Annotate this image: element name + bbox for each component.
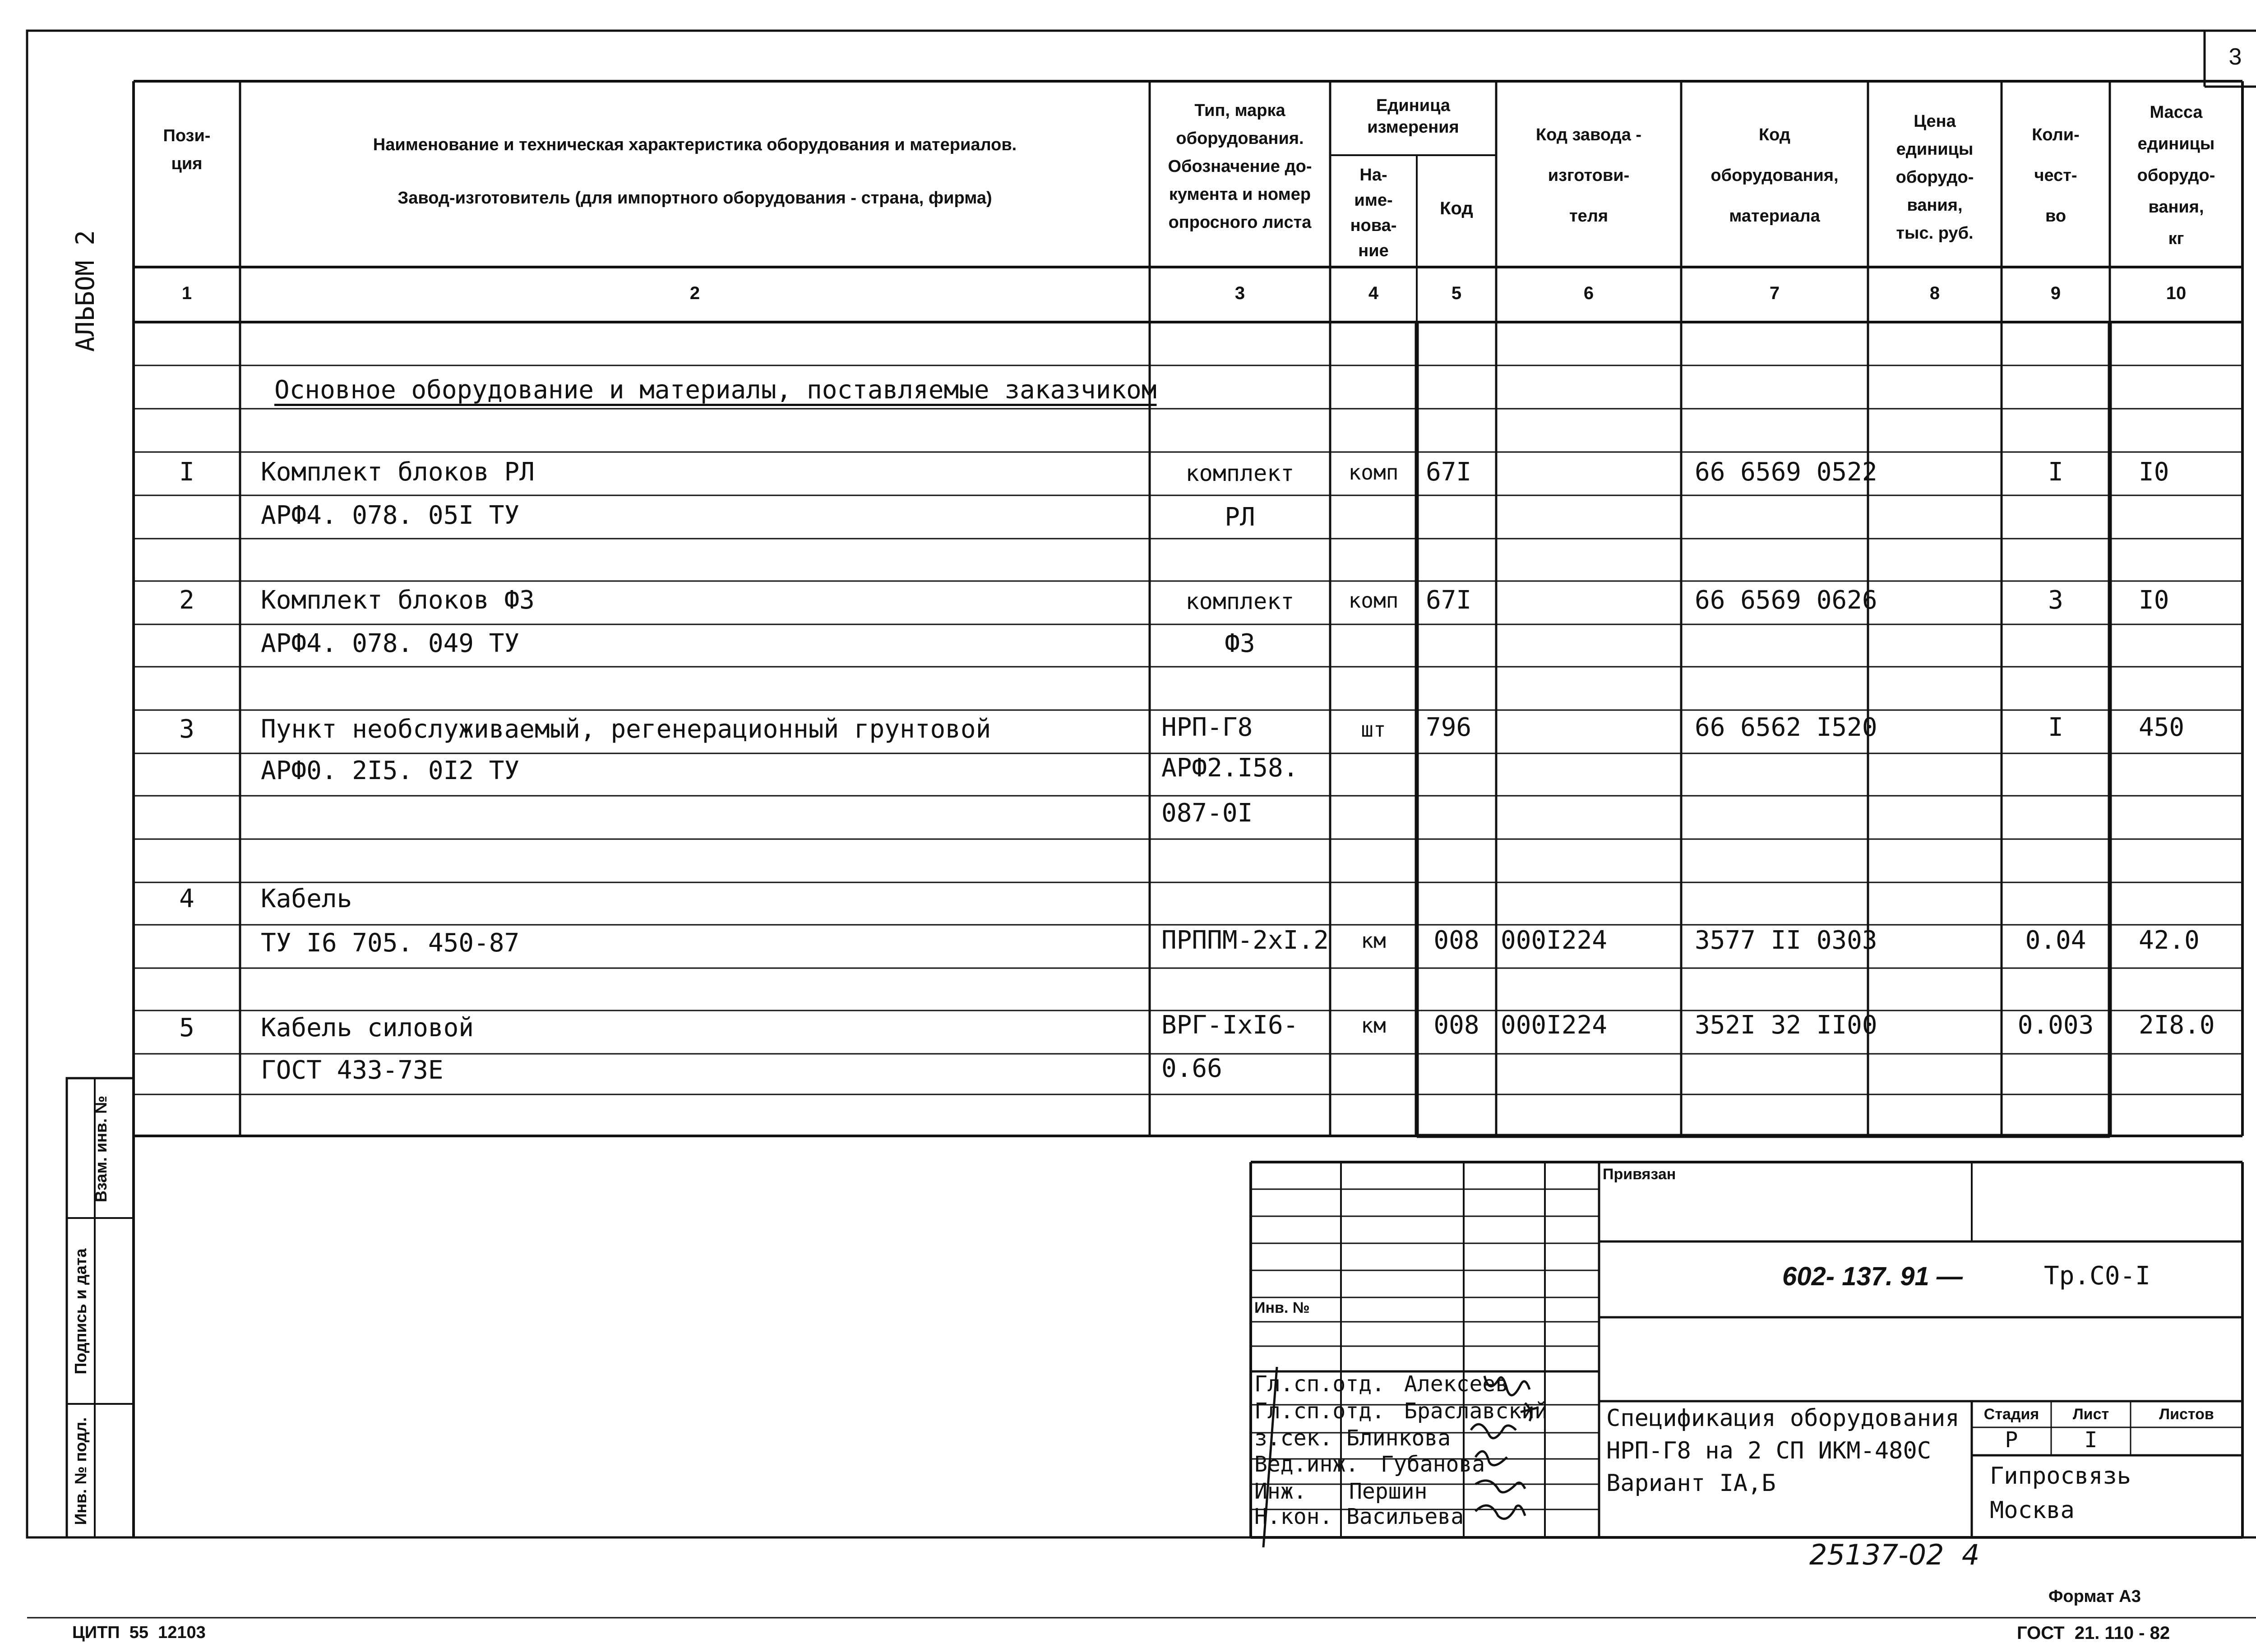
col-number: 3 bbox=[1234, 283, 1245, 303]
staff-name: Першин bbox=[1349, 1479, 1428, 1504]
staff-name: Браславский bbox=[1404, 1398, 1548, 1424]
row-unit: комп bbox=[1348, 588, 1399, 613]
row-position: 4 bbox=[179, 884, 194, 914]
row-type: РЛ bbox=[1225, 503, 1255, 532]
row-equip-code: 66 6562 I520 bbox=[1695, 713, 1877, 742]
section-title: Основное оборудование и материалы, поставляемые заказчиком bbox=[274, 375, 1157, 405]
signatures bbox=[1232, 1362, 1584, 1552]
row-mass: I0 bbox=[2139, 586, 2169, 615]
row-name: Пункт необслуживаемый, регенерационный грунтовой bbox=[261, 715, 991, 744]
header-quantity: Коли- чест- во bbox=[2032, 125, 2080, 226]
col-number: 2 bbox=[689, 283, 700, 303]
col-number: 9 bbox=[2050, 283, 2061, 303]
row-unit: комп bbox=[1348, 460, 1399, 485]
row-quantity: I bbox=[2048, 457, 2063, 487]
staff-name: Васильева bbox=[1346, 1504, 1464, 1529]
row-type: АРФ2.I58. bbox=[1161, 753, 1299, 783]
row-name: Комплект блоков РЛ bbox=[261, 457, 535, 487]
row-name: Кабель bbox=[261, 884, 352, 914]
signature-mark bbox=[1475, 1505, 1525, 1519]
row-name: АРФ0. 2I5. 0I2 ТУ bbox=[261, 756, 520, 785]
row-name: ГОСТ 433-73Е bbox=[261, 1056, 444, 1085]
header-equip-code: Код оборудования, материала bbox=[1710, 125, 1839, 226]
signature-mark bbox=[1521, 1403, 1539, 1421]
col-number: 6 bbox=[1583, 283, 1594, 303]
row-type: НРП-Г8 bbox=[1161, 713, 1253, 742]
row-type: комплект bbox=[1185, 588, 1294, 614]
header-unit-code: Код bbox=[1440, 198, 1473, 218]
col-number: 4 bbox=[1368, 283, 1379, 303]
header-name: Наименование и техническая характеристика оборудования и материалов. Завод-изготовитель (для импортного оборудования - страна, фирма) bbox=[373, 135, 1017, 208]
inv-label: Инв. № bbox=[1254, 1299, 1310, 1316]
signature-mark bbox=[1475, 1481, 1525, 1492]
row-equip-code: 352I 32 II00 bbox=[1695, 1011, 1877, 1040]
row-code: 67I bbox=[1426, 586, 1472, 615]
sheet-value: I bbox=[2084, 1427, 2098, 1453]
header-position: Пози- ция bbox=[163, 126, 211, 173]
header-factory-code: Код завода - изготови- теля bbox=[1535, 125, 1642, 226]
document-title: Спецификация оборудования НРП-Г8 на 2 СП ИКМ-480С Вариант IА,Б bbox=[1606, 1405, 1960, 1497]
row-position: I bbox=[179, 457, 194, 487]
stamp-original-inv: Инв. № подл. bbox=[71, 1417, 90, 1525]
row-quantity: 0.003 bbox=[2017, 1011, 2094, 1040]
signature-mark bbox=[1471, 1424, 1516, 1438]
row-mass: 2I8.0 bbox=[2139, 1011, 2215, 1040]
row-name: Кабель силовой bbox=[261, 1013, 474, 1043]
row-name: Комплект блоков ФЗ bbox=[261, 586, 535, 615]
staff-name: Алексеев bbox=[1404, 1371, 1509, 1397]
signature-mark bbox=[1263, 1367, 1277, 1547]
row-code: 67I bbox=[1426, 457, 1472, 487]
row-type: комплект bbox=[1185, 460, 1294, 486]
format-label: Формат А3 bbox=[2048, 1587, 2141, 1606]
stamp-signature-date: Подпись и дата bbox=[71, 1248, 90, 1375]
stamp-replaced-inv: Взам. инв. № bbox=[92, 1095, 110, 1203]
organization: Гипросвязь Москва bbox=[1990, 1463, 2131, 1524]
staff-name: Блинкова bbox=[1346, 1426, 1451, 1451]
row-code: 008 bbox=[1433, 926, 1479, 955]
staff-role: Гл.сп.отд. bbox=[1254, 1371, 1385, 1397]
row-unit: км bbox=[1361, 1013, 1386, 1038]
album-label: АЛЬБОМ 2 bbox=[71, 230, 100, 352]
row-position: 2 bbox=[179, 586, 194, 615]
row-type: ПРППМ-2хI.2 bbox=[1161, 926, 1329, 955]
col-number: 10 bbox=[2166, 283, 2187, 303]
row-mass: 450 bbox=[2139, 713, 2185, 742]
row-code: 796 bbox=[1426, 713, 1472, 742]
row-code: 008 bbox=[1433, 1011, 1479, 1040]
col-number: 7 bbox=[1769, 283, 1780, 303]
signature-mark bbox=[1484, 1376, 1530, 1395]
row-quantity: I bbox=[2048, 713, 2063, 742]
row-quantity: 3 bbox=[2048, 586, 2063, 615]
header-price: Цена единицы оборудо- вания, тыс. руб. bbox=[1895, 112, 1974, 243]
header-type: Тип, марка оборудования. Обозначение до- кумента и номер опросного листа bbox=[1168, 101, 1312, 232]
row-equip-code: 66 6569 0522 bbox=[1695, 457, 1877, 487]
row-unit: шт bbox=[1361, 717, 1386, 742]
row-position: 3 bbox=[179, 715, 194, 744]
sheet-label: Лист bbox=[2072, 1406, 2109, 1423]
staff-role: Н.кон. bbox=[1254, 1504, 1333, 1529]
row-type: 087-0I bbox=[1161, 798, 1253, 828]
row-equip-code: 3577 II 0303 bbox=[1695, 926, 1877, 955]
archive-number: 25137-02 4 bbox=[1809, 1538, 1980, 1571]
sheets-label: Листов bbox=[2159, 1406, 2214, 1423]
doc-code: Тр.С0-I bbox=[2044, 1261, 2151, 1291]
row-name: ТУ I6 705. 450-87 bbox=[261, 928, 520, 958]
staff-role: Гл.сп.отд. bbox=[1254, 1398, 1385, 1424]
staff-name: Губанова bbox=[1381, 1452, 1485, 1477]
row-name: АРФ4. 078. 049 ТУ bbox=[261, 629, 520, 658]
header-unit-name: На- име- нова- ние bbox=[1350, 166, 1397, 260]
row-equip-code: 66 6569 0626 bbox=[1695, 586, 1877, 615]
row-mass: 42.0 bbox=[2139, 926, 2200, 955]
row-type: 0.66 bbox=[1161, 1054, 1222, 1083]
row-type: ФЗ bbox=[1225, 629, 1255, 658]
row-position: 5 bbox=[179, 1013, 194, 1043]
col-number: 1 bbox=[181, 283, 192, 303]
footer-left: ЦИТП 55 12103 bbox=[72, 1623, 206, 1642]
sheet-number: 3 bbox=[2228, 44, 2242, 70]
header-mass: Масса единицы оборудо- вания, кг bbox=[2137, 103, 2215, 248]
signature-mark bbox=[1475, 1451, 1507, 1465]
stage-value: Р bbox=[2005, 1427, 2018, 1453]
col-number: 5 bbox=[1451, 283, 1462, 303]
col-number: 8 bbox=[1929, 283, 1940, 303]
stage-label: Стадия bbox=[1983, 1406, 2039, 1423]
footer-right: ГОСТ 21. 110 - 82 bbox=[2017, 1623, 2170, 1643]
row-mass: I0 bbox=[2139, 457, 2169, 487]
row-factory-code: 000I224 bbox=[1501, 926, 1608, 955]
row-factory-code: 000I224 bbox=[1501, 1011, 1608, 1040]
row-quantity: 0.04 bbox=[2025, 926, 2086, 955]
header-unit-group: Единица измерения bbox=[1367, 96, 1459, 137]
doc-number: 602- 137. 91 — bbox=[1782, 1262, 1963, 1291]
row-type: ВРГ-IхI6- bbox=[1161, 1011, 1299, 1040]
staff-role: Инж. bbox=[1254, 1479, 1307, 1504]
attached-label: Привязан bbox=[1603, 1166, 1676, 1183]
staff-role: Вед.инж. bbox=[1254, 1452, 1359, 1477]
row-name: АРФ4. 078. 05I ТУ bbox=[261, 501, 520, 530]
row-unit: км bbox=[1361, 928, 1386, 953]
staff-role: з.сек. bbox=[1254, 1426, 1333, 1451]
